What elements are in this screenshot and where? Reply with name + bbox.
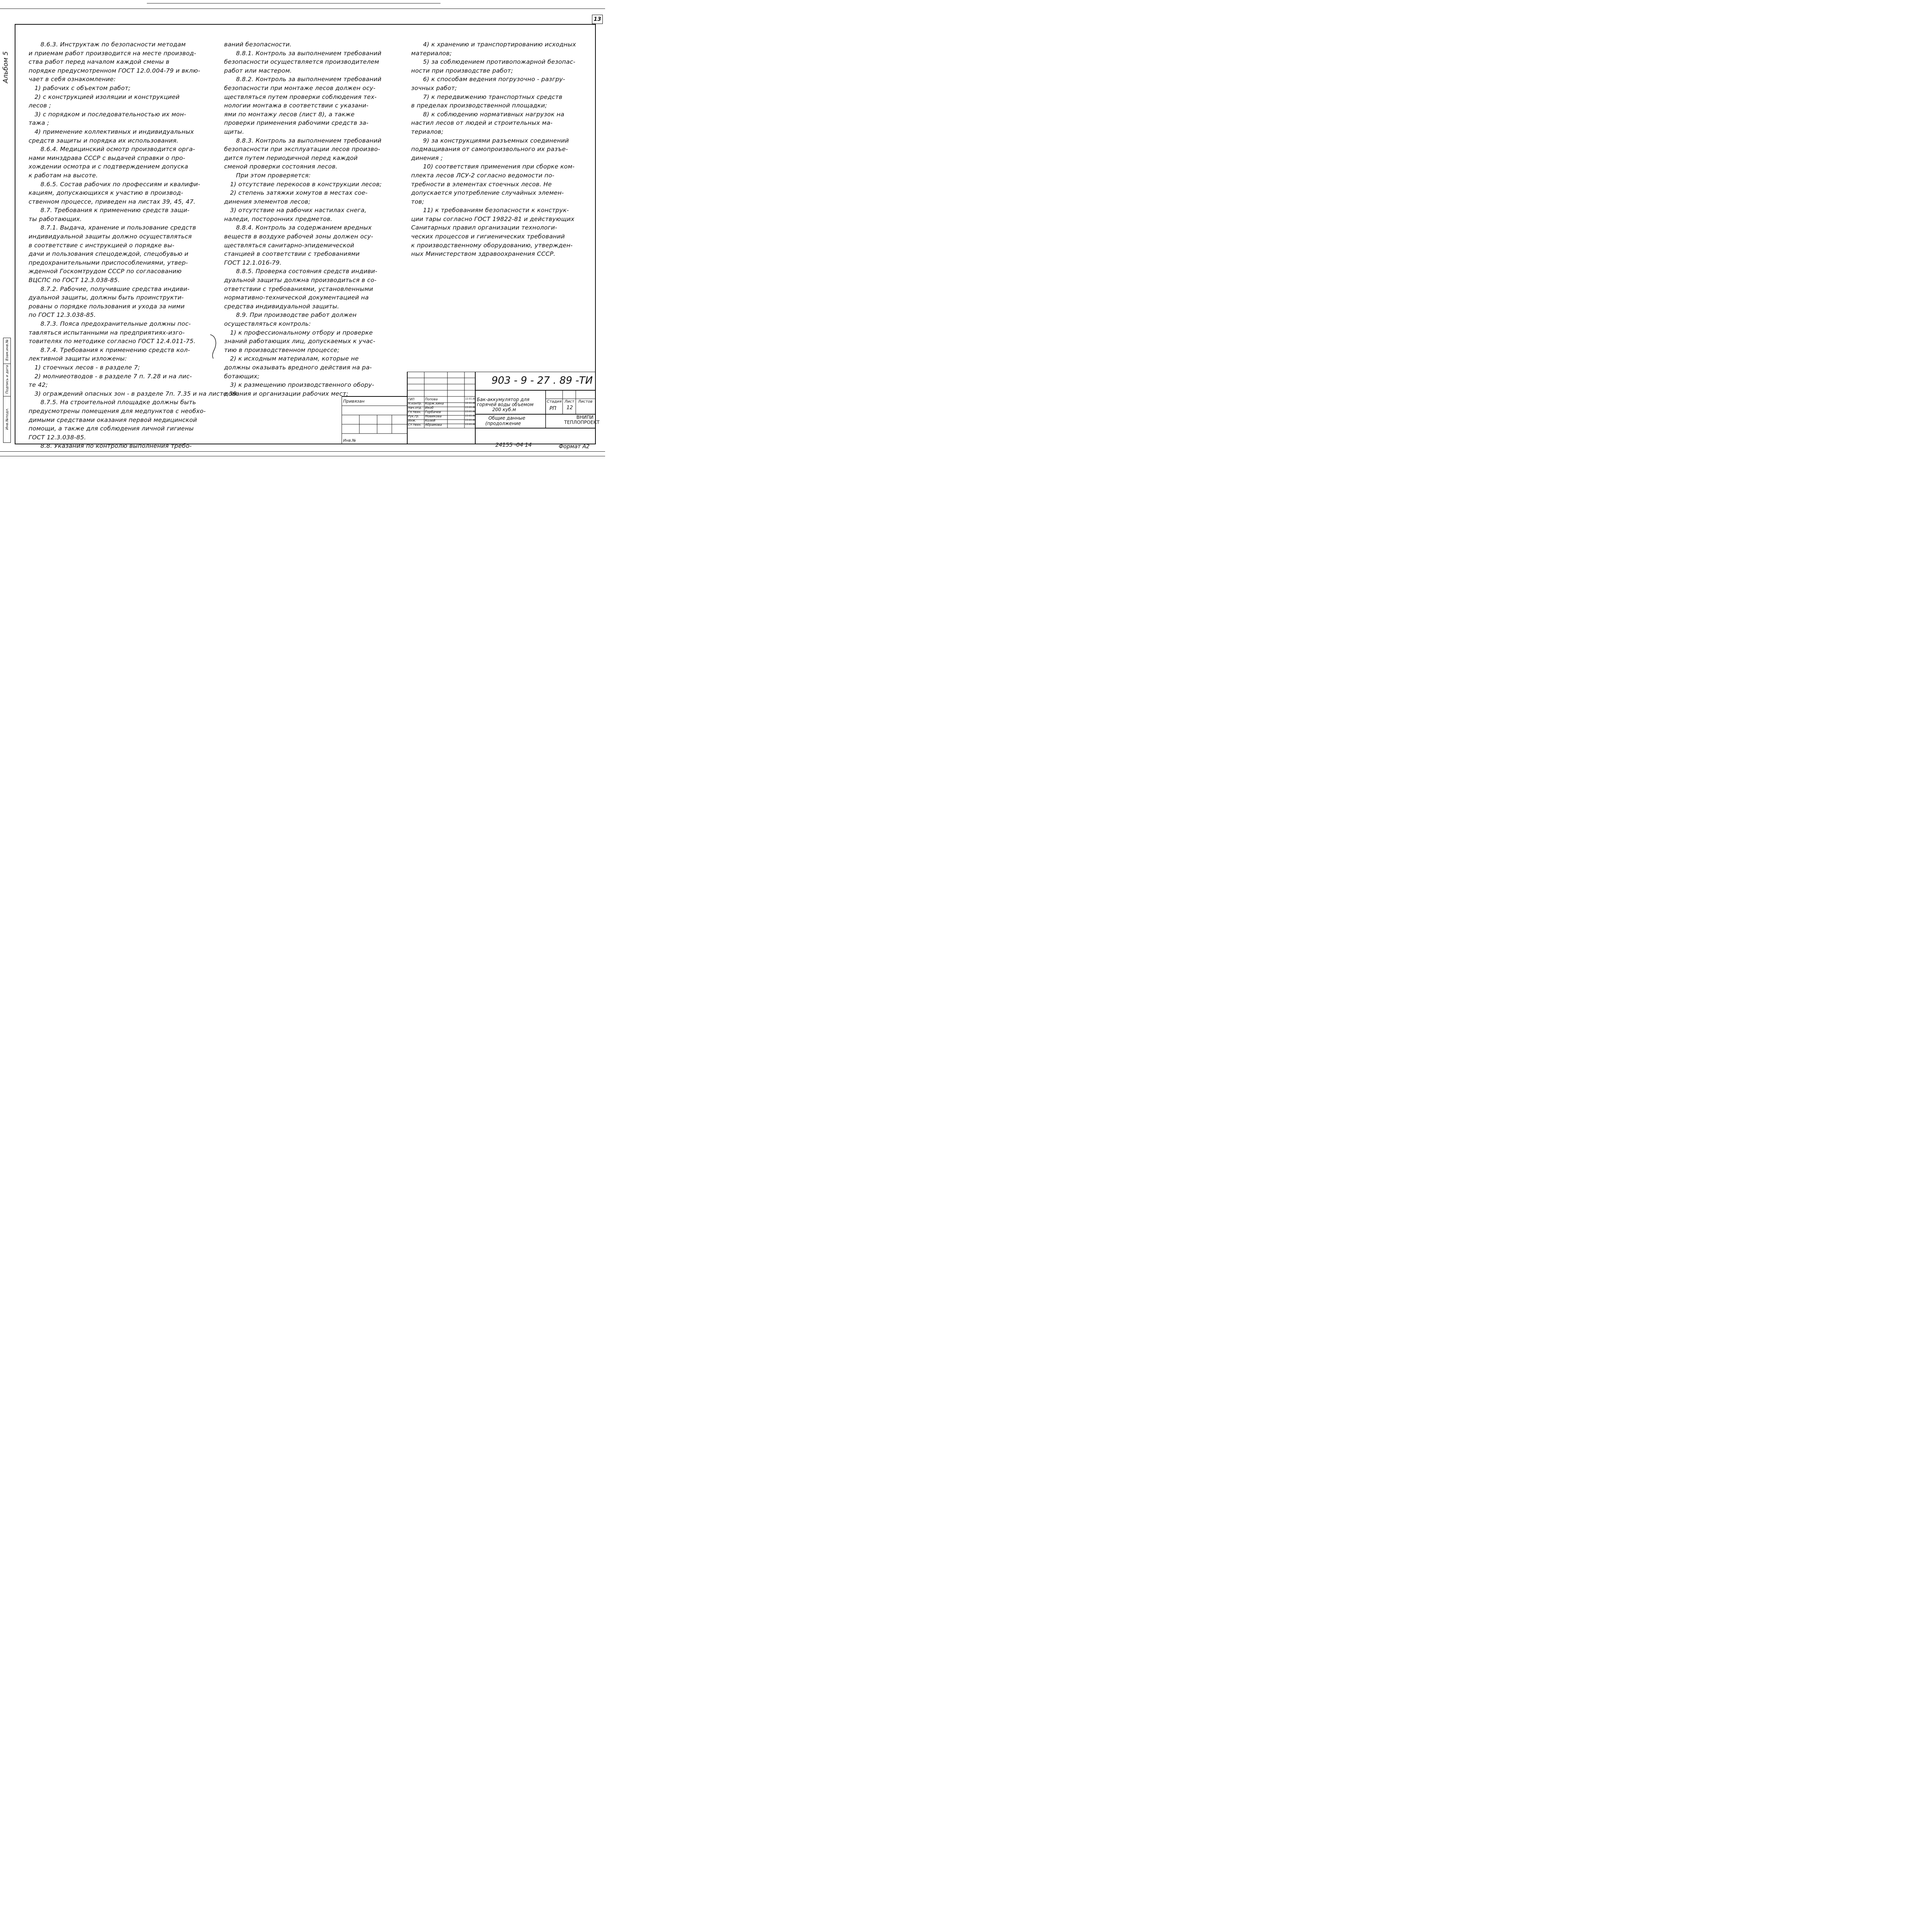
role-date: 13.01.88 [465,406,476,409]
middle-line: динения элементов лесов; [224,198,311,205]
middle-line: ответствии с требованиями, установленными [224,285,373,293]
middle-line: веществ в воздухе рабочей зоны должен осу- [224,233,373,240]
left-line: 8.7.3. Пояса предохранительные должны пос- [29,320,191,327]
left-line: 8.8. Указания по контролю выполнения требо- [29,442,192,450]
role-name: Новикова [425,415,442,418]
left-line: тавляться испытанными на предприятиях-изго- [29,329,185,336]
role-date: 13.01.88 [465,415,476,417]
right-line: плекта лесов ЛСУ-2 согласно ведомости по- [411,172,554,179]
side-stamp-replace: Взам.инв.№ [5,339,9,361]
right-line: 8) к соблюдению нормативных нагрузок на [411,111,565,118]
side-stamp [3,338,11,443]
left-line: 8.7.1. Выдача, хранение и пользование средств [29,224,196,231]
role-role: Нач.отд. [408,406,422,410]
middle-line: наледи, посторонних предметов. [224,215,333,223]
left-line: 1) рабочих с объектом работ; [29,84,131,92]
sheet-number: 13 [592,15,603,24]
left-line: 4) применение коллективных и индивидуальных [29,128,194,135]
middle-line: дится путем периодичной перед каждой [224,154,358,162]
middle-line: сменой проверки состояния лесов. [224,163,338,170]
middle-line: должны оказывать вредного действия на ра- [224,364,372,371]
left-line: 3) с порядком и последовательностью их мон- [29,111,186,118]
left-line: 3) ограждений опасных зон - в разделе 7п. 7.35 и на листе 39. [29,390,239,397]
middle-line: 3) к размещению производственного обору- [224,381,374,389]
middle-line: ществляться санитарно-эпидемической [224,242,354,249]
left-line: средств защиты и порядка их использования. [29,137,179,144]
middle-line: дуальной защиты должна производиться в со- [224,277,377,284]
middle-line: безопасности при монтаже лесов должен осу- [224,84,376,92]
left-line: димыми средствами оказания первой медицинской [29,416,197,423]
role-name: Козей [425,419,435,423]
right-line: требности в элементах стоечных лесов. Не [411,180,552,188]
left-line: ства работ перед началом каждой смены в [29,58,170,66]
left-line: лективной защиты изложены: [29,355,127,362]
role-date: 13.01.88 [465,423,476,426]
role-name: Абрамова [425,423,442,427]
object-title-line: 200 куб.м [492,407,516,412]
sheet-header: Лист [565,400,575,404]
org-line: ТЕПЛОПРОЕКТ [564,420,600,425]
left-line: в соответствие с инструкцией о порядке вы- [29,242,175,249]
middle-line: станцией в соответствии с требованиями [224,250,360,258]
left-line: хождении осмотра и с подтверждением допуска [29,163,188,170]
middle-line: тию в производственном процессе; [224,346,340,354]
left-line: ственном процессе, приведен на листах 39, 45, 47. [29,198,196,205]
sheets-header: Листов [578,400,593,404]
right-line: 7) к передвижению транспортных средств [411,93,563,100]
handwritten-bracket [209,332,220,359]
middle-line: ГОСТ 12.1.016-79. [224,259,282,266]
side-stamp-inv: Инв.№подл. [5,408,9,430]
middle-line: 8.8.4. Контроль за содержанием вредных [224,224,372,231]
org-name [564,415,600,425]
org-line: ВНИПИ [576,415,594,420]
middle-line: ями по монтажу лесов (лист 8), а также [224,111,355,118]
stage-header: Стадия [547,400,562,404]
right-line: в пределах производственной площадки; [411,102,547,109]
role-name: Икоб [425,406,434,410]
stage-value: РП [549,406,556,412]
left-line: 8.7. Требования к применению средств защи- [29,207,190,214]
right-line: динения ; [411,154,443,162]
right-line: 9) за конструкциями разъемных соединений [411,137,569,144]
role-role: Ст.техн. [408,423,422,427]
left-line: порядке предусмотренном ГОСТ 12.0.004-79 и вклю- [29,67,201,74]
role-date: 12.01.88 [465,402,476,405]
scan-edge-bottom [0,451,605,452]
text-column-middle [224,40,382,398]
left-line: ВЦСПС по ГОСТ 12.3.038-85. [29,277,120,284]
text-column-left [29,40,239,451]
right-line: ческих процессов и гигиенических требований [411,233,565,240]
left-line: и приемам работ производится на месте производ- [29,49,196,57]
left-line: по ГОСТ 12.3.038-85. [29,311,96,319]
sheet-title-line: (продолжение [485,421,521,426]
side-stamp-sign: Подпись и дата [5,365,9,394]
right-line: Санитарных правил организации технологи- [411,224,557,231]
inv-label: Инв.№ [343,439,356,443]
role-role: Н.контр. [408,402,422,405]
middle-line: 8.8.5. Проверка состояния средств индиви- [224,268,378,275]
object-title-line: горячей воды объемом [477,402,534,407]
middle-line: ществляться путем проверки соблюдения тех- [224,93,377,100]
role-date: 12.01.88 [465,398,476,400]
middle-line: осуществляться контроль: [224,320,311,327]
right-line: допускается употребление случайных элемен- [411,189,564,197]
left-line: 8.7.5. На строительной площадке должны быть [29,399,196,406]
right-line: тов; [411,198,424,205]
right-line: 6) к способам ведения погрузочно - разгру- [411,76,565,83]
sheet-title [485,415,525,426]
right-line: 4) к хранению и транспортированию исходных [411,41,576,48]
middle-line: При этом проверяется: [224,172,311,179]
left-line: индивидуальной защиты должно осуществляться [29,233,192,240]
sheet-value: 12 [566,405,573,411]
left-line: 2) молниеотводов - в разделе 7 п. 7.28 и на лис- [29,372,192,380]
text-column-right [411,40,576,259]
left-line: 8.7.2. Рабочие, получившие средства индиви- [29,285,190,293]
middle-line: щиты. [224,128,244,135]
middle-line: нормативно-технической документацией на [224,294,369,301]
role-role: Рук.гр. [408,415,419,418]
role-date: 13.01.88 [465,419,476,422]
middle-line: ваний безопасности. [224,41,292,48]
right-line: настил лесов от людей и строительных ма- [411,119,553,127]
middle-line: 3) отсутствие на рабочих настилах снега, [224,207,367,214]
right-line: зочных работ; [411,84,457,92]
object-title-line: Бак-аккумулятор для [477,397,530,402]
middle-line: 8.8.3. Контроль за выполнением требований [224,137,382,144]
left-line: нами минздрава СССР с выдачей справки о про- [29,154,185,162]
role-role: ГИП [408,398,415,401]
left-line: предохранительными приспособлениями, утвер- [29,259,188,266]
right-line: ции тары согласно ГОСТ 19822-81 и действующих [411,215,575,223]
left-line: к работам на высоте. [29,172,98,179]
left-line: товителях по методике согласно ГОСТ 12.4.011-75. [29,338,196,345]
right-line: 10) соответствия применения при сборке ком- [411,163,575,170]
middle-line: 1) к профессиональному отбору и проверке [224,329,373,336]
left-line: кациям, допускающихся к участию в производ- [29,189,183,197]
right-line: подмащивания от самопроизвольного их разъе- [411,146,568,153]
right-line: ности при производстве работ; [411,67,513,74]
archive-code: 24155 -04 14 [495,442,532,448]
title-block [342,372,600,444]
role-role: Инж. [408,419,416,422]
album-label [0,46,10,89]
left-line: помощи, а также для соблюдения личной гигиены [29,425,194,432]
left-line: дуальной защиты, должны быть проинструкти- [29,294,184,301]
format-label: Формат А2 [559,444,590,450]
left-line: ты работающих. [29,215,82,223]
left-line: 1) стоечных лесов - в разделе 7; [29,364,140,371]
sheet-title-line: Общие данные [488,415,526,421]
album-text: Альбом 5 [2,51,10,83]
middle-line: проверки применения рабочими средств за- [224,119,369,127]
middle-line: безопасности при эксплуатации лесов произво- [224,146,380,153]
role-role: Гл.техн. [408,410,422,414]
middle-line: знаний работающих лиц, допускаемых к учас- [224,338,376,345]
middle-line: нологии монтажа в соответствии с указани- [224,102,369,109]
left-line: чает в себя ознакомление: [29,76,116,83]
middle-line: 8.8.2. Контроль за выполнением требований [224,76,382,83]
middle-line: 8.9. При производстве работ должен [224,311,357,319]
left-line: 8.6.3. Инструктаж по безопасности методам [29,41,186,48]
middle-line: работ или мастером. [224,67,292,74]
right-line: 11) к требованиям безопасности к конструк- [411,207,569,214]
left-line: рованы о порядке пользования и ухода за ними [29,303,185,310]
right-line: териалов; [411,128,444,135]
right-line: 5) за соблюдением противопожарной безопас- [411,58,576,66]
middle-line: 2) степень затяжки хомутов в местах сое- [224,189,368,197]
left-line: 8.6.5. Состав рабочих по профессиям и квалифи- [29,180,201,188]
left-line: тажа ; [29,119,49,127]
right-line: ных Министерством здравоохранения СССР. [411,250,556,258]
left-line: 8.6.4. Медицинский осмотр производится орга- [29,146,195,153]
left-line: 8.7.4. Требования к применению средств кол- [29,346,190,354]
left-line: лесов ; [29,102,51,109]
left-line: дачи и пользования спецодеждой, спецобувью и [29,250,189,258]
right-line: к производственному оборудованию, утвержден- [411,242,573,249]
left-line: те 42; [29,381,48,389]
privyazan-label: Привязан [343,399,365,404]
role-name: Попова [425,398,438,401]
role-date: 13.01.88 [465,410,476,413]
left-line: предусмотрены помещения для медпунктов с необхо- [29,407,206,415]
role-name: Корж.хина [425,402,444,406]
role-name: Горбачев [425,410,441,414]
middle-line: дования и организации рабочих мест; [224,390,349,397]
middle-line: ботающих; [224,372,260,380]
right-line: материалов; [411,49,452,57]
middle-line: 2) к исходным материалам, которые не [224,355,359,362]
middle-line: 8.8.1. Контроль за выполнением требований [224,49,382,57]
doc-code: 903 - 9 - 27 . 89 -ТИ [492,375,593,386]
object-title [477,397,534,412]
middle-line: безопасности осуществляется производителем [224,58,379,66]
left-line: ГОСТ 12.3.038-85. [29,434,86,441]
middle-line: средства индивидуальной защиты. [224,303,339,310]
left-line: 2) с конструкцией изоляции и конструкцией [29,93,180,100]
left-line: жденной Госкомтрудом СССР по согласованию [29,268,182,275]
middle-line: 1) отсутствие перекосов в конструкции лесов; [224,180,382,188]
